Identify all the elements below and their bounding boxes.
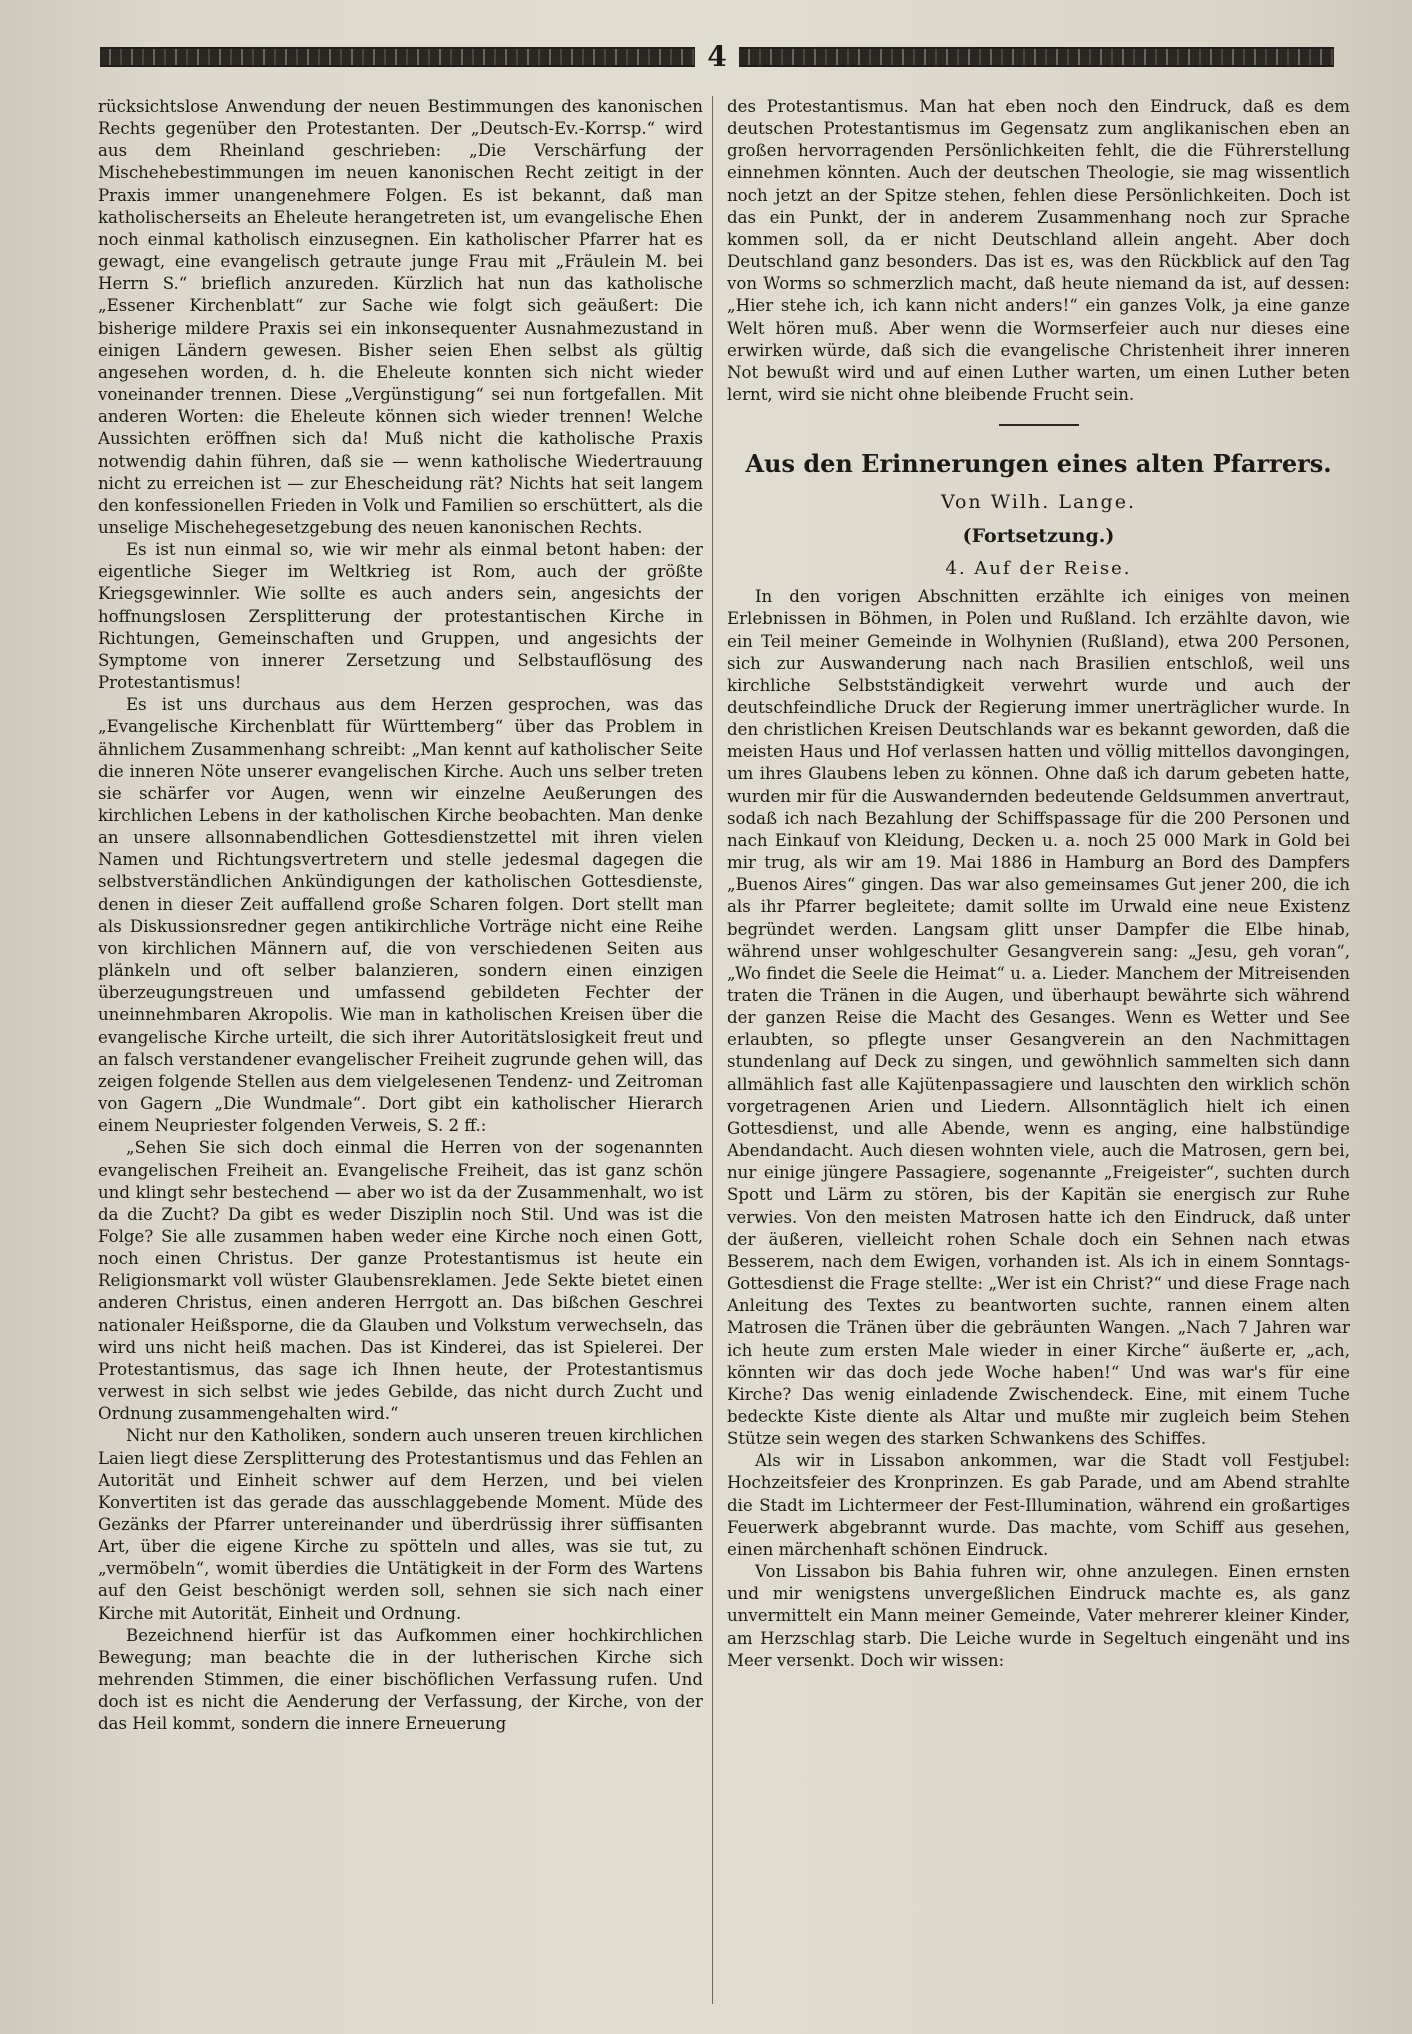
left-paragraph-3: Es ist uns durchaus aus dem Herzen gesprochen, was das „Evangelische Kirchenblatt für Württemberg“ über das Problem in ähnlichem Zusammenhang schreibt: „Man kennt auf katholischer Seite die inneren Nöte unserer evangelischen Kirche. Auch uns selber treten sie schärfer vor Augen, wenn wir einzelne Aeußerungen des kirchlichen Lebens in der katholischen Kirche beobachten. Man denke an unsere allsonnabendlichen Gottesdienstzettel mit ihren vielen Namen und Richtungsvertretern und stelle jedesmal dagegen die selbstverständlichen Ankündigungen der katholischen Gottesdienste, denen in dieser Zeit auffallend große Scharen folgen. Dort stellt man als Diskussionsredner gegen antikirchliche Vorträge nicht eine Reihe von kirchlichen Männern auf, die von verschiedenen Seiten aus plänkeln und oft selber balanzieren, sondern einen einzigen überzeugungstreuen und umfassend gebildeten Fechter der uneinnehmbaren Akropolis. Wie man in katholischen Kreisen über die evangelische Kirche urteilt, die sich ihrer Autoritätslosigkeit freut und an falsch verstandener evangelischer Freiheit zugrunde gehen will, das zeigen folgende Stellen aus dem vielgelesenen Tendenz- und Zeitroman von Gagern „Die Wundmale“. Dort gibt ein katholischer Hierarch einem Neupriester folgenden Verweis, S. 2 ff.: (98, 695, 703, 1136)
article-section-heading: 4. Auf der Reise. (945, 558, 1132, 580)
page-number: 4 (707, 40, 727, 73)
right-paragraph-continued: des Protestantismus. Man hat eben noch den Eindruck, daß es dem deutschen Protestantismus im Gegensatz zum anglikanischen eben an großen hervorragenden Persönlichkeiten fehlt, die die Führerstellung einnehmen könnten. Auch der deutschen Theologie, sie mag wissentlich noch jetzt an der Spitze stehen, fehlen diese Persönlichkeiten. Doch ist das ein Punkt, der in anderem Zusammenhang noch zur Sprache kommen soll, da er nicht Deutschland allein angeht. Aber doch Deutschland ganz besonders. Das ist es, was den Rückblick auf den Tag von Worms so schmerzlich macht, daß heute niemand da ist, auf dessen: „Hier stehe ich, ich kann nicht anders!“ ein ganzes Volk, ja eine ganze Welt hören muß. Aber wenn die Wormserfeier auch nur dieses eine erwirken würde, daß sich die evangelische Christenheit ihrer inneren Not bewußt wird und auf einen Luther warten, um einen Luther beten lernt, wird sie nicht ohne bleibende Frucht sein. (727, 97, 1350, 405)
left-paragraph-4: „Sehen Sie sich doch einmal die Herren von der sogenannten evangelischen Freiheit an. Evangelische Freiheit, das ist ganz schön und klingt sehr bestechend — aber wo ist da der Zusammenhalt, wo ist da die Zucht? Da gibt es weder Disziplin noch Stil. Und was ist die Folge? Sie alle zusammen haben weder eine Kirche noch einen Gott, noch einen Christus. Der ganze Protestantismus ist heute ein Religionsmarkt voll wüster Glaubensreklamen. Jede Sekte bietet einen anderen Christus, einen anderen Herrgott an. Das bißchen Geschrei nationaler Heißsporne, die da Glauben und Volkstum verwechseln, das wird uns nicht heiß machen. Das ist Kinderei, das ist Spielerei. Der Protestantismus, das sage ich Ihnen heute, der Protestantismus verwest in sich selbst wie jedes Gebilde, das nicht durch Zucht und Ordnung zusammengehalten wird.“ (98, 1138, 703, 1424)
article-title: Aus den Erinnerungen eines alten Pfarrers. (745, 449, 1332, 479)
header-ornament-left (100, 47, 695, 67)
article-continuation: (Fortsetzung.) (962, 525, 1115, 548)
right-column (727, 96, 1350, 2004)
column-divider (712, 96, 713, 2004)
left-column (98, 96, 703, 2004)
article-paragraph-1: In den vorigen Abschnitten erzählte ich einiges von meinen Erlebnissen in Böhmen, in Polen und Rußland. Ich erzählte davon, wie ein Teil meiner Gemeinde in Wolhynien (Rußland), etwa 200 Personen, sich zur Auswanderung nach nach Brasilien entschloß, weil uns kirchliche Selbstständigkeit verwehrt wurde und auch der deutschfeindliche Druck der Regierung immer unerträglicher wurde. In den christlichen Kreisen Deutschlands war es bekannt geworden, daß die meisten Haus und Hof verlassen hatten und völlig mittellos davongingen, um ihres Glaubens leben zu können. Ohne daß ich darum gebeten hatte, wurden mir für die Auswandernden bedeutende Geldsummen anvertraut, sodaß ich nach Bezahlung der Schiffspassage für die 200 Personen und nach Einkauf von Kleidung, Decken u. a. noch 25 000 Mark in Gold bei mir trug, als wir am 19. Mai 1886 in Hamburg an Bord des Dampfers „Buenos Aires“ gingen. Das war also gemeinsames Gut jener 200, die ich als ihr Pfarrer begleitete; damit sollte im Urwald eine neue Existenz begründet werden. Langsam glitt unser Dampfer die Elbe hinab, während unser wohlgeschulter Gesangverein sang: „Jesu, geh voran“, „Wo findet die Seele die Heimat“ u. a. Lieder. Manchem der Mitreisenden traten die Tränen in die Augen, und überhaupt bewährte sich während der ganzen Reise die Macht des Gesanges. Wenn es Wetter und See erlaubten, so pflegte unser Gesangverein an den Nachmittagen stundenlang auf Deck zu singen, und gewöhnlich sammelten sich dann allmählich fast alle Kajütenpassagiere und lauschten den wirklich schön vorgetragenen Arien und Liedern. Allsonntäglich hielt ich einen Gottesdienst, und alle Abende, wenn es anging, eine halbstündige Abendandacht. Auch diesen wohnten viele, auch die Matrosen, gern bei, nur einige jüngere Passagiere, sogenannte „Freigeister“, suchten durch Spott und Lärm zu stören, bis der Kapitän sie energisch zur Ruhe verwies. Von den meisten Matrosen hatte ich den Eindruck, daß unter der äußeren, vielleicht rohen Schale doch ein Sehnen nach etwas Besserem, nach dem Ewigen, vorhanden ist. Als ich in einem Sonntags-Gottesdienst die Frage stellte: „Wer ist ein Christ?“ und diese Frage nach Anleitung des Textes zu beantworten suchte, rannen einem alten Matrosen die Tränen über die gebräunten Wangen. „Nach 7 Jahren war ich heute zum ersten Male wieder in einer Kirche“ äußerte er, „ach, könnten wir das doch jede Woche haben!“ Und was war's für eine Kirche? Das wenig einladende Zwischendeck. Eine, mit einem Tuche bedeckte Kiste diente als Altar und mußte mir zugleich beim Stehen Stütze sein wegen des starken Schwankens des Schiffes. (727, 587, 1350, 1449)
left-paragraph-5: Nicht nur den Katholiken, sondern auch unseren treuen kirchlichen Laien liegt diese Zersplitterung des Protestantismus und das Fehlen an Autorität und Einheit schwer auf dem Herzen, und bei vielen Konvertiten ist das gerade das ausschlaggebende Moment. Müde des Gezänks der Pfarrer untereinander und überdrüssig ihrer süffisanten Art, über die eigene Kirche zu spötteln und alles, was sie tut, zu „vermöbeln“, womit überdies die Untätigkeit in der Form des Wartens auf den Geist beschönigt werden soll, sehnen sie sich nach einer Kirche mit Autorität, Einheit und Ordnung. (98, 1426, 703, 1623)
article-paragraph-3: Von Lissabon bis Bahia fuhren wir, ohne anzulegen. Einen ernsten und mir wenigstens unvergeßlichen Eindruck machte es, als ganz unvermittelt ein Mann meiner Gemeinde, Vater mehrerer kleiner Kinder, am Herzschlag starb. Die Leiche wurde in Segeltuch eingenäht und ins Meer versenkt. Doch wir wissen: (727, 1562, 1350, 1670)
left-paragraph-1: rücksichtslose Anwendung der neuen Bestimmungen des kanonischen Rechts gegenüber den Protestanten. Der „Deutsch-Ev.-Korrsp.“ wird aus dem Rheinland geschrieben: „Die Verschärfung der Mischehebestimmungen im neuen kanonischen Recht zeitigt in der Praxis immer unangenehmere Folgen. Es ist bekannt, daß man katholischerseits an Eheleute herangetreten ist, um evangelische Ehen noch einmal katholisch einzusegnen. Ein katholischer Pfarrer hat es gewagt, eine evangelisch getraute junge Frau mit „Fräulein M. bei Herrn S.“ brieflich anzureden. Kürzlich hat nun das katholische „Essener Kirchenblatt“ zur Sache wie folgt sich geäußert: Die bisherige mildere Praxis sei ein inkonsequenter Ausnahmezustand in einigen Ländern gewesen. Bisher seien Ehen selbst als gültig angesehen worden, d. h. die Eheleute konnten sich nicht wieder voneinander trennen. Diese „Vergünstigung“ sei nun fortgefallen. Mit anderen Worten: die Eheleute können sich wieder trennen! Welche Aussichten eröffnen sich da! Muß nicht die katholische Praxis notwendig dahin führen, daß sie — wenn katholische Wiedertrauung nicht zu erreichen ist — zur Ehescheidung rät? Nichts hat seit langem den konfessionellen Frieden in Volk und Familien so erschüttert, als die unselige Mischehegesetzgebung des neuen kanonischen Rechts. (98, 97, 703, 537)
section-separator (999, 424, 1079, 426)
left-paragraph-2: Es ist nun einmal so, wie wir mehr als einmal betont haben: der eigentliche Sieger im Weltkrieg ist Rom, auch der größte Kriegsgewinnler. Wie sollte es auch anders sein, angesichts der hoffnungslosen Zersplitterung der protestantischen Kirche in Richtungen, Gemeinschaften und Gruppen, und angesichts der Symptome von innerer Zersetzung und Selbstauflösung des Protestantismus! (98, 540, 703, 693)
article-paragraph-2: Als wir in Lissabon ankommen, war die Stadt voll Festjubel: Hochzeitsfeier des Kronprinzen. Es gab Parade, und am Abend strahlte die Stadt im Lichtermeer der Fest-Illumination, während ein großartiges Feuerwerk abgebrannt wurde. Das machte, vom Schiff aus gesehen, einen märchenhaft schönen Eindruck. (727, 1451, 1350, 1559)
article-byline: Von Wilh. Lange. (941, 491, 1136, 514)
left-paragraph-6: Bezeichnend hierfür ist das Aufkommen einer hochkirchlichen Bewegung; man beachte die in der lutherischen Kirche sich mehrenden Stimmen, die einer bischöflichen Verfassung rufen. Und doch ist es nicht die Aenderung der Verfassung, der Kirche, von der das Heil kommt, sondern die innere Erneuerung (98, 1625, 703, 1734)
header-ornament-right (739, 47, 1334, 67)
page-header (100, 40, 1334, 73)
